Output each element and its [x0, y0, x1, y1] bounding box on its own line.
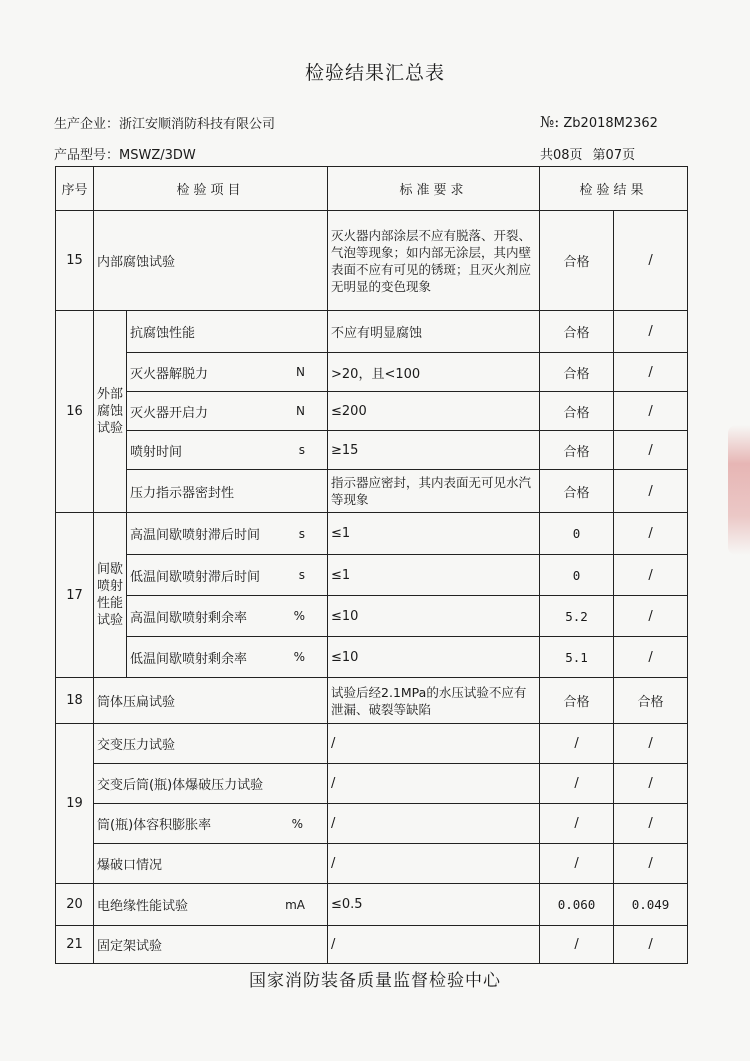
- row-result-2: 合格: [614, 678, 688, 724]
- row-item: [127, 596, 328, 637]
- row-standard: /: [328, 724, 540, 764]
- item-name: 电绝缘性能试验: [97, 899, 189, 914]
- results-table: [55, 166, 688, 964]
- row-result-1: 0: [540, 555, 614, 596]
- row-result-1: 合格: [540, 211, 614, 311]
- row-result-1: 0.060: [540, 884, 614, 926]
- item-unit: %: [293, 650, 306, 664]
- row-result-1: /: [540, 926, 614, 964]
- row-standard: /: [328, 764, 540, 804]
- item-name: 交变压力试验: [97, 738, 176, 753]
- page-title: 检验结果汇总表: [304, 62, 445, 84]
- row-result-2: /: [614, 804, 688, 844]
- total-pages: 共08页: [540, 148, 583, 163]
- table-row: [56, 926, 688, 964]
- row-result-1: 合格: [540, 392, 614, 431]
- row-standard: /: [328, 926, 540, 964]
- col-result: 检验结果: [540, 167, 688, 211]
- row-result-2: 0.049: [614, 884, 688, 926]
- table-row: [56, 555, 688, 596]
- number-label: №:: [540, 113, 560, 131]
- page-count: [540, 144, 635, 163]
- row-item: 内部腐蚀试验: [94, 211, 328, 311]
- row-standard: ≤1: [328, 555, 540, 596]
- row-standard: >20，且<100: [328, 353, 540, 392]
- group-label: 外部腐蚀试验: [94, 311, 127, 513]
- row-standard: 试验后经2.1MPa的水压试验不应有泄漏、破裂等缺陷: [328, 678, 540, 724]
- item-unit: s: [298, 526, 306, 541]
- row-result-1: /: [540, 764, 614, 804]
- table-row: [56, 392, 688, 431]
- row-item: [94, 724, 328, 764]
- item-name: 交变后筒(瓶)体爆破压力试验: [97, 778, 264, 793]
- row-result-1: /: [540, 804, 614, 844]
- item-unit: s: [298, 568, 306, 582]
- item-name: 爆破口情况: [97, 858, 163, 873]
- row-item: [127, 513, 328, 555]
- row-result-1: 合格: [540, 431, 614, 470]
- row-result-2: /: [614, 211, 688, 311]
- row-item: [94, 926, 328, 964]
- row-standard: ≤10: [328, 637, 540, 678]
- item-name: 固定架试验: [97, 939, 163, 954]
- row-seq: 19: [56, 724, 94, 884]
- row-result-1: /: [540, 724, 614, 764]
- item-name: 筒(瓶)体容积膨胀率: [97, 818, 212, 833]
- table-header-row: [56, 167, 688, 211]
- row-standard: /: [328, 844, 540, 884]
- row-standard: 不应有明显腐蚀: [328, 311, 540, 353]
- row-item: [127, 555, 328, 596]
- table-row: [56, 311, 688, 353]
- manufacturer: 生产企业：浙江安顺消防科技有限公司: [54, 117, 276, 132]
- table-row: [56, 596, 688, 637]
- table-row: [56, 470, 688, 513]
- row-standard: ≤200: [328, 392, 540, 431]
- product-model: 产品型号：MSWZ/3DW: [54, 148, 196, 163]
- row-seq: 15: [56, 211, 94, 311]
- row-item: [127, 353, 328, 392]
- row-item: [94, 764, 328, 804]
- table-row: [56, 724, 688, 764]
- row-result-1: 合格: [540, 311, 614, 353]
- row-standard: /: [328, 804, 540, 844]
- row-item: [94, 844, 328, 884]
- item-unit: mA: [285, 897, 306, 912]
- row-standard: ≥15: [328, 431, 540, 470]
- item-unit: N: [296, 365, 306, 379]
- table-row: [56, 431, 688, 470]
- row-result-1: 0: [540, 513, 614, 555]
- row-result-1: 5.2: [540, 596, 614, 637]
- row-result-2: /: [614, 926, 688, 964]
- table-row: [56, 678, 688, 724]
- table-row: [56, 637, 688, 678]
- row-standard: ≤10: [328, 596, 540, 637]
- item-name: 高温间歇喷射滞后时间: [130, 528, 261, 543]
- row-item: [127, 392, 328, 431]
- col-item: 检验项目: [94, 167, 328, 211]
- row-result-2: /: [614, 555, 688, 596]
- item-name: 灭火器解脱力: [130, 366, 209, 382]
- row-item: 筒体压扁试验: [94, 678, 328, 724]
- row-result-2: /: [614, 353, 688, 392]
- item-unit: N: [296, 404, 306, 418]
- row-item: [127, 431, 328, 470]
- table-row: [56, 353, 688, 392]
- item-unit: s: [298, 443, 306, 457]
- table-row: [56, 844, 688, 884]
- row-item: [94, 804, 328, 844]
- item-name: 低温间歇喷射滞后时间: [130, 569, 261, 585]
- group-label: 间歇喷射性能试验: [94, 513, 127, 678]
- item-name: 抗腐蚀性能: [130, 326, 196, 341]
- report-number: [540, 113, 658, 131]
- row-result-2: /: [614, 637, 688, 678]
- row-result-1: 合格: [540, 353, 614, 392]
- table-row: [56, 211, 688, 311]
- row-standard: ≤0.5: [328, 884, 540, 926]
- row-result-1: 合格: [540, 678, 614, 724]
- row-standard: 灭火器内部涂层不应有脱落、开裂、气泡等现象；如内部无涂层，其内壁表面不应有可见的锈斑；且灭火剂应无明显的变色现象: [328, 211, 540, 311]
- row-result-1: 5.1: [540, 637, 614, 678]
- row-standard: 指示器应密封，其内表面无可见水汽等现象: [328, 470, 540, 513]
- item-unit: %: [291, 816, 304, 831]
- row-result-2: /: [614, 596, 688, 637]
- item-name: 高温间歇喷射剩余率: [130, 610, 248, 626]
- row-result-2: /: [614, 311, 688, 353]
- item-name: 喷射时间: [130, 444, 183, 460]
- row-seq: 17: [56, 513, 94, 678]
- item-name: 灭火器开启力: [130, 405, 209, 421]
- row-result-2: /: [614, 431, 688, 470]
- current-page: 第07页: [592, 148, 636, 163]
- col-seq: 序号: [56, 167, 94, 211]
- number-value: Zb2018M2362: [563, 116, 658, 131]
- item-name: 压力指示器密封性: [130, 485, 235, 501]
- row-item: [127, 470, 328, 513]
- item-unit: %: [293, 609, 306, 623]
- row-seq: 18: [56, 678, 94, 724]
- row-result-2: /: [614, 470, 688, 513]
- row-seq: 16: [56, 311, 94, 513]
- row-result-2: /: [614, 392, 688, 431]
- row-result-1: /: [540, 844, 614, 884]
- table-row: [56, 884, 688, 926]
- row-seq: 20: [56, 884, 94, 926]
- row-result-2: /: [614, 724, 688, 764]
- col-standard: 标准要求: [328, 167, 540, 211]
- table-row: [56, 804, 688, 844]
- row-result-1: 合格: [540, 470, 614, 513]
- row-result-2: /: [614, 844, 688, 884]
- row-result-2: /: [614, 513, 688, 555]
- row-item: [127, 637, 328, 678]
- seal-fragment: [728, 425, 750, 555]
- row-standard: ≤1: [328, 513, 540, 555]
- table-row: [56, 764, 688, 804]
- table-row: [56, 513, 688, 555]
- row-item: [94, 884, 328, 926]
- row-item: [127, 311, 328, 353]
- row-result-2: /: [614, 764, 688, 804]
- item-name: 低温间歇喷射剩余率: [130, 651, 248, 667]
- row-seq: 21: [56, 926, 94, 964]
- issuing-organization: 国家消防装备质量监督检验中心: [249, 971, 501, 991]
